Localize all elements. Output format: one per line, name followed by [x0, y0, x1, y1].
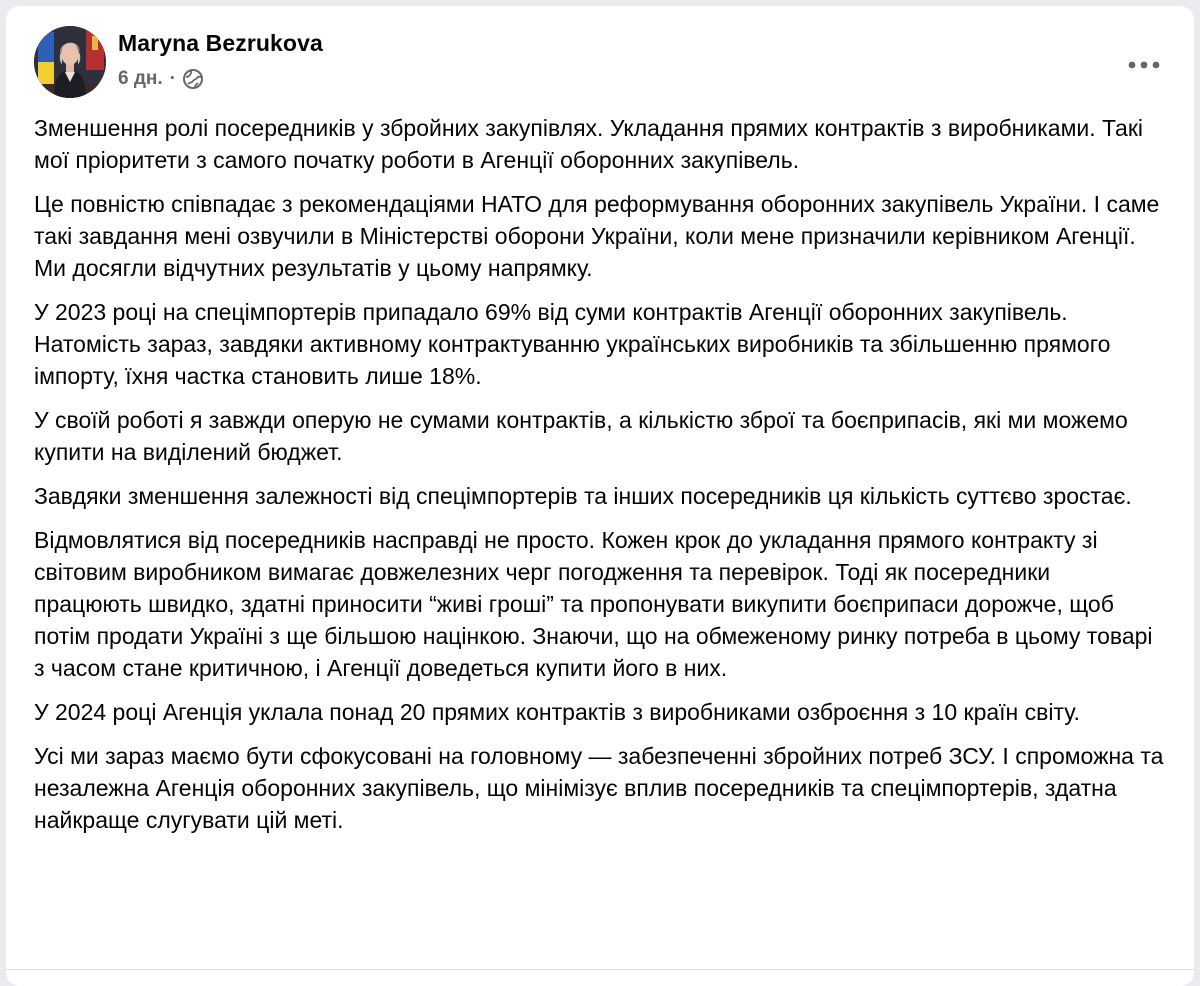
post-paragraph: Це повністю співпадає з рекомендаціями НАТО для реформування оборонних закупівель України. І саме такі завдання мені озвучили в Міністерстві оборони України, коли мене призначили керівником Агенції. Ми досягли відчутних результатів у цьому напрямку. [34, 191, 1160, 281]
more-options-icon [1128, 61, 1160, 69]
post-text [34, 112, 1164, 848]
avatar-image [34, 26, 106, 98]
post-paragraph: У своїй роботі я завжди оперую не сумами контрактів, а кількістю зброї та боєприпасів, які ми можемо купити на виділений бюджет. [34, 407, 1128, 465]
post-card [6, 6, 1194, 986]
meta-separator: · [169, 68, 176, 89]
avatar[interactable] [34, 26, 106, 98]
post-paragraph: У 2024 році Агенція уклала понад 20 прямих контрактів з виробниками озброєння з 10 країн світу. [34, 699, 1080, 725]
post-timestamp[interactable]: 6 дн. [118, 68, 163, 89]
more-options-button[interactable] [1122, 50, 1166, 80]
divider [6, 969, 1194, 970]
post-paragraph: Зменшення ролі посередників у збройних закупівлях. Укладання прямих контрактів з виробниками. Такі мої пріоритети з самого початку роботи в Агенції оборонних закупівель. [34, 115, 1143, 173]
post-paragraph: Завдяки зменшення залежності від спецімпортерів та інших посередників ця кількість суттєво зростає. [34, 483, 1132, 509]
post-paragraph: Відмовлятися від посередників насправді не просто. Кожен крок до укладання прямого контракту зі світовим виробником вимагає довжелезних черг погодження та перевірок. Тоді як посередники працюють швидко, здатні приносити “живі гроші” та пропонувати викупити боєприпаси дорожче, щоб потім продати Україні з ще більшою націнкою. Знаючи, що на обмеженому ринку потреба в цьому товарі з часом стане критичною, і Агенції доведеться купити його в них. [34, 527, 1153, 681]
post-meta [118, 66, 204, 92]
post-header [34, 26, 1166, 106]
globe-icon[interactable] [182, 68, 204, 90]
post-paragraph: Усі ми зараз маємо бути сфокусовані на головному — забезпеченні збройних потреб ЗСУ. І спроможна та незалежна Агенція оборонних закупівель, що мінімізує вплив посередників та спецімпортерів, здатна найкраще слугувати цій меті. [34, 743, 1164, 833]
post-paragraph: У 2023 році на спецімпортерів припадало 69% від суми контрактів Агенції оборонних закупівель. Натомість зараз, завдяки активному контрактуванню українських виробників та збільшенню прямого імпорту, їхня частка становить лише 18%. [34, 299, 1111, 389]
author-name[interactable]: Maryna Bezrukova [118, 30, 323, 56]
